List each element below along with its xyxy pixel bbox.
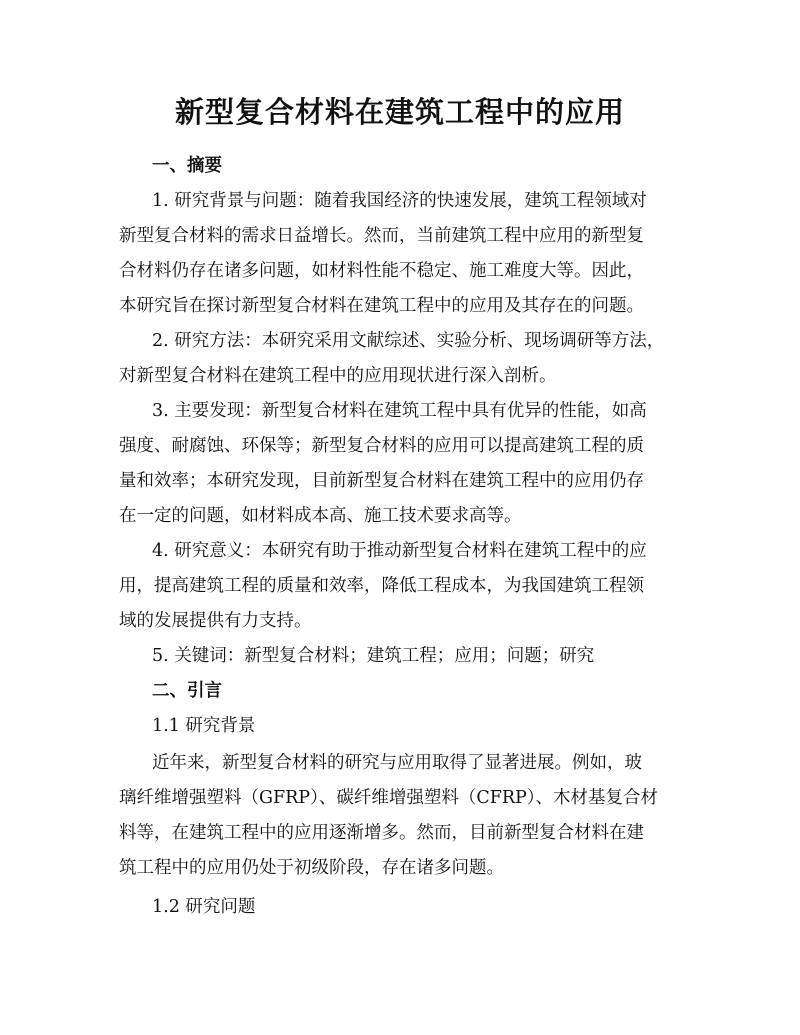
paragraph-line: 1. 研究背景与问题：随着我国经济的快速发展，建筑工程领域对 <box>152 191 647 211</box>
paragraph-line: 域的发展提供有力支持。 <box>119 611 312 631</box>
paragraph-line: 在一定的问题，如材料成本高、施工技术要求高等。 <box>119 506 522 526</box>
keywords-line: 5. 关键词：新型复合材料；建筑工程；应用；问题；研究 <box>152 646 595 666</box>
paragraph-line: 新型复合材料的需求日益增长。然而，当前建筑工程中应用的新型复 <box>119 226 644 246</box>
paragraph-line: 对新型复合材料在建筑工程中的应用现状进行深入剖析。 <box>119 366 557 386</box>
paragraph-line: 近年来，新型复合材料的研究与应用取得了显著进展。例如，玻 <box>152 753 642 773</box>
section-heading-introduction: 二、引言 <box>152 681 222 701</box>
paragraph-line: 强度、耐腐蚀、环保等；新型复合材料的应用可以提高建筑工程的质 <box>119 436 644 456</box>
paragraph-line: 2. 研究方法：本研究采用文献综述、实验分析、现场调研等方法， <box>152 331 665 351</box>
paragraph-line: 3. 主要发现：新型复合材料在建筑工程中具有优异的性能，如高 <box>152 401 647 421</box>
subsection-heading-background: 1.1 研究背景 <box>152 716 256 736</box>
paragraph-line: 4. 研究意义：本研究有助于推动新型复合材料在建筑工程中的应 <box>152 541 647 561</box>
subsection-heading-question: 1.2 研究问题 <box>152 897 256 917</box>
paragraph-line: 本研究旨在探讨新型复合材料在建筑工程中的应用及其存在的问题。 <box>119 296 644 316</box>
document-title: 新型复合材料在建筑工程中的应用 <box>174 95 625 129</box>
paragraph-line: 璃纤维增强塑料（GFRP）、碳纤维增强塑料（CFRP）、木材基复合材 <box>119 788 659 808</box>
paragraph-line: 用，提高建筑工程的质量和效率，降低工程成本，为我国建筑工程领 <box>119 576 644 596</box>
paragraph-line: 筑工程中的应用仍处于初级阶段，存在诸多问题。 <box>119 858 504 878</box>
paragraph-line: 量和效率；本研究发现，目前新型复合材料在建筑工程中的应用仍存 <box>119 471 644 491</box>
section-heading-abstract: 一、摘要 <box>152 156 222 176</box>
paragraph-line: 合材料仍存在诸多问题，如材料性能不稳定、施工难度大等。因此， <box>119 261 644 281</box>
paragraph-line: 料等，在建筑工程中的应用逐渐增多。然而，目前新型复合材料在建 <box>119 823 644 843</box>
